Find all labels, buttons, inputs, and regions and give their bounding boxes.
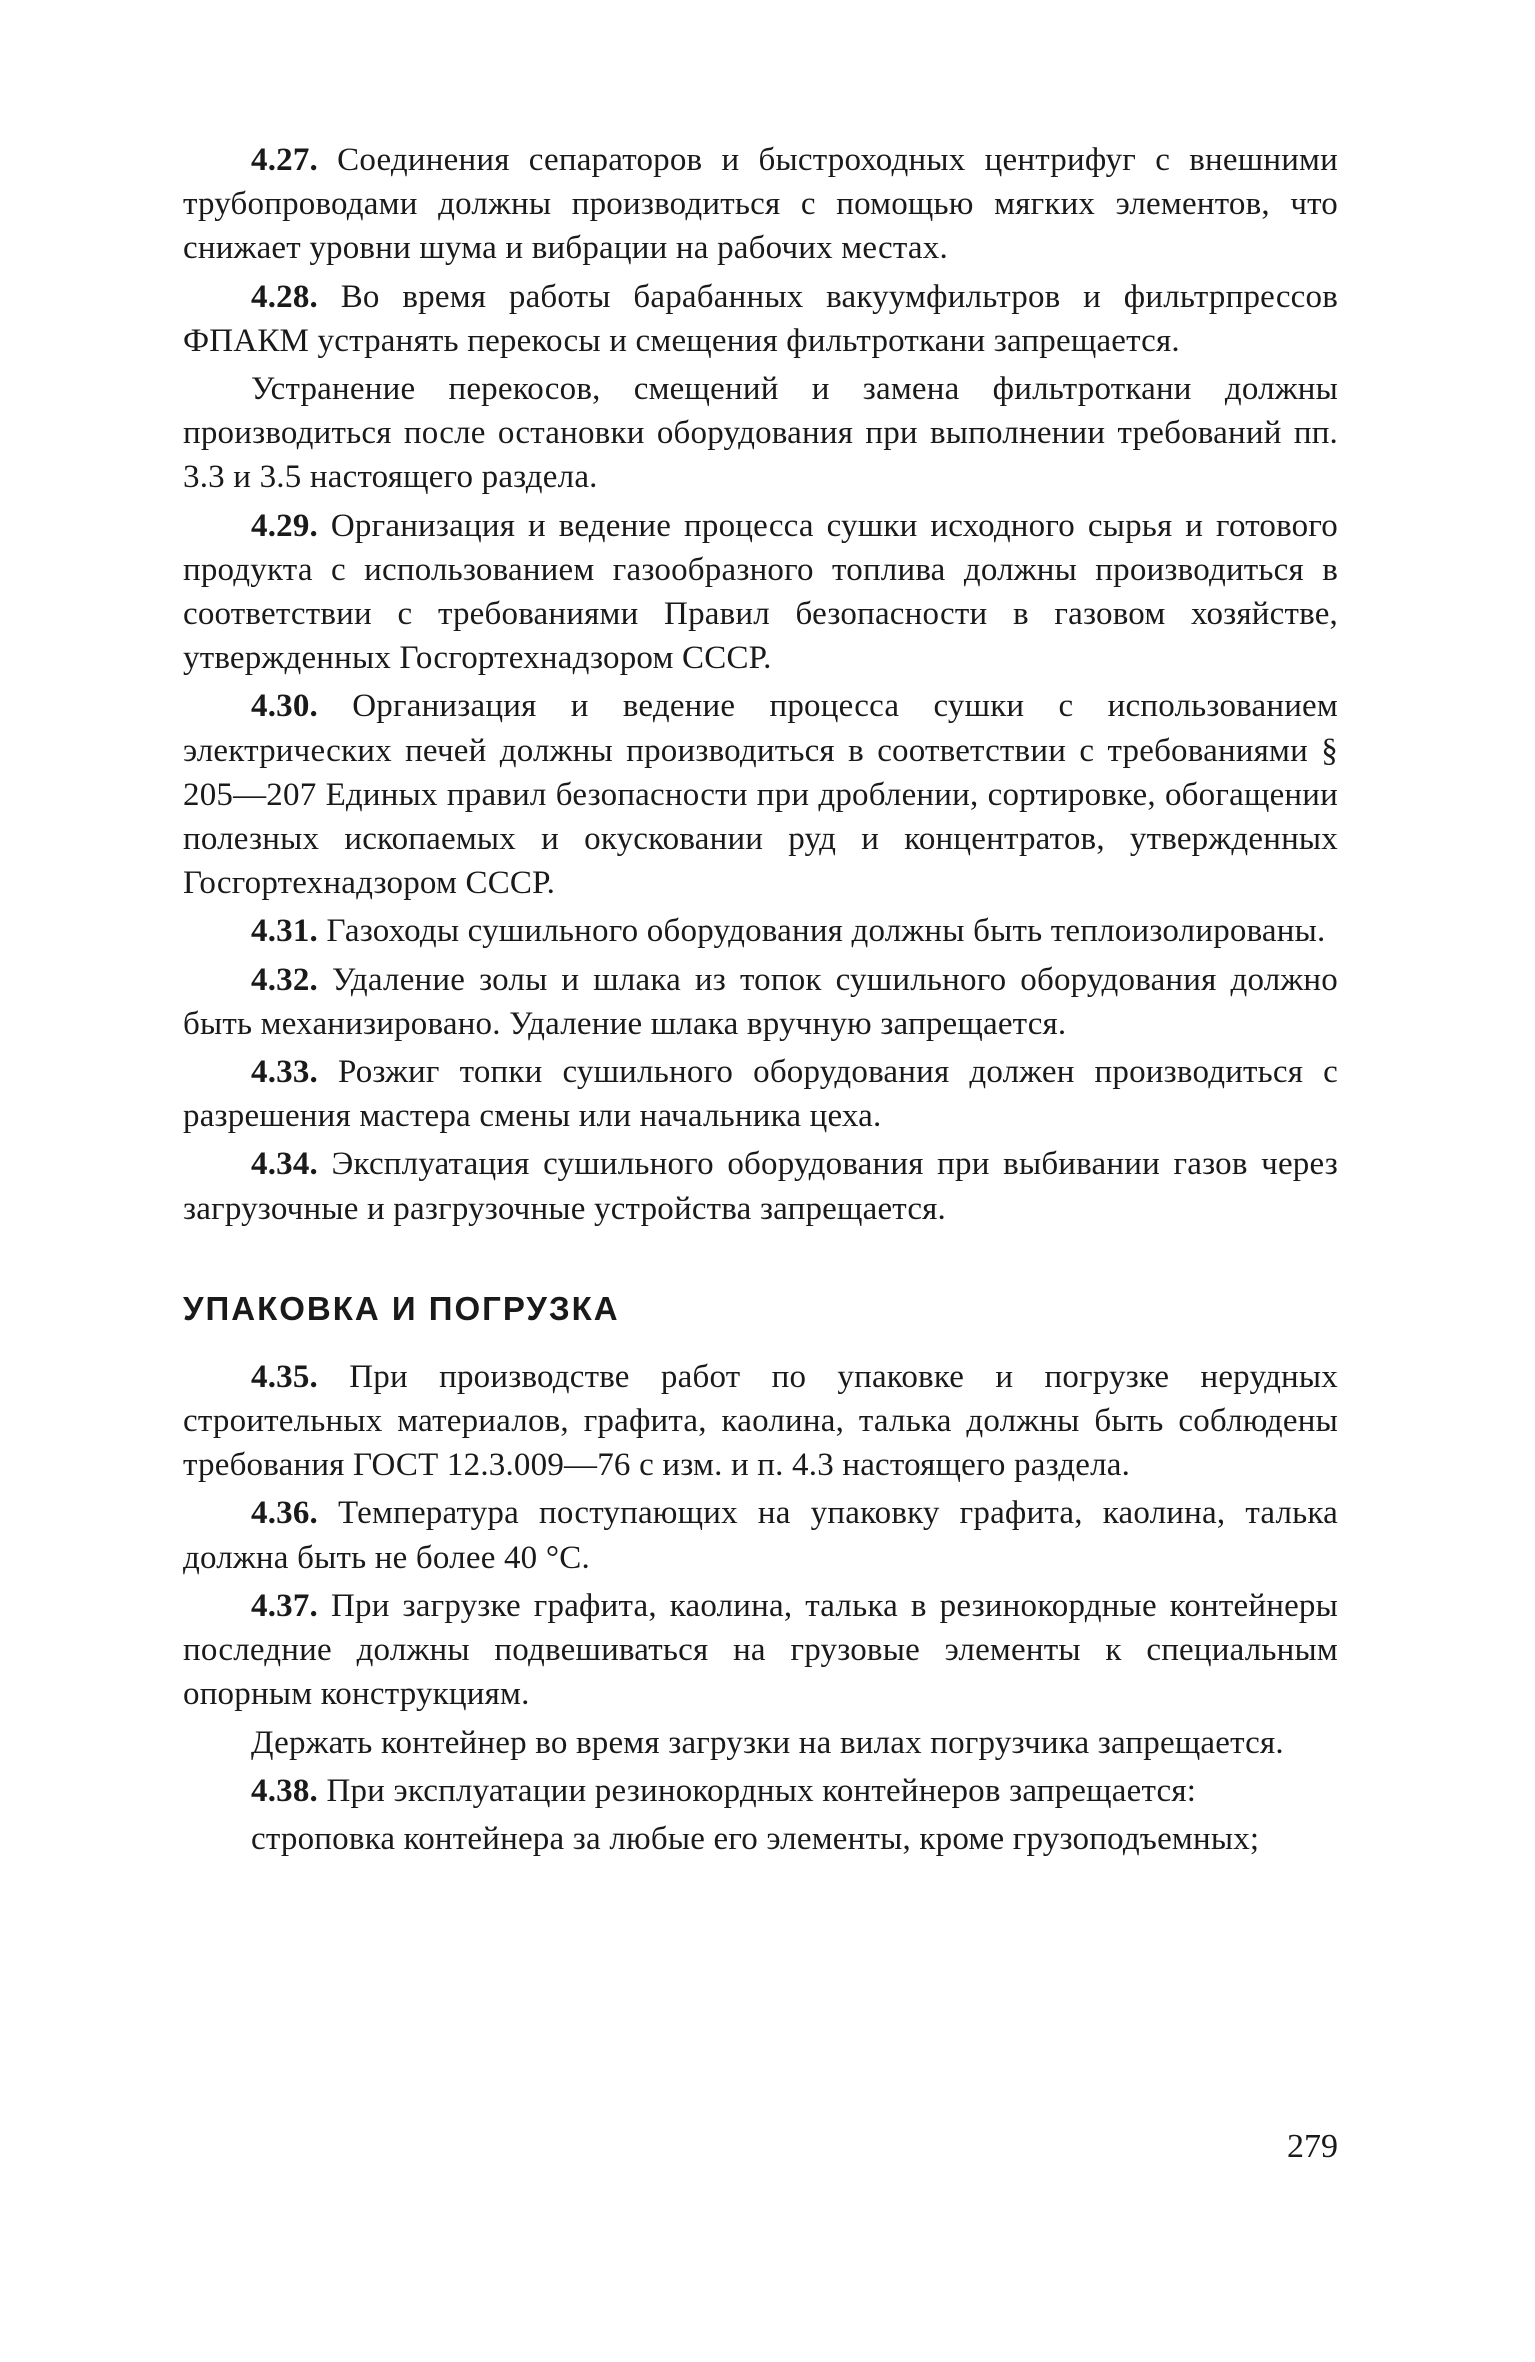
paragraph-4-32 (183, 958, 1338, 1046)
paragraph-4-28 (183, 275, 1338, 363)
paragraph-number: 4.38. (251, 1772, 318, 1809)
paragraph-text: Организация и ведение процесса сушки с использованием электрических печей должны производиться в соответствии с требованиями § 205—207 Единых правил безопасности при дроблении, сортировке, обогащении полезных ископаемых и окусковании руд и концентратов, утвержденных Госгортехнадзором СССР. (183, 688, 1338, 902)
paragraph-number: 4.29. (251, 507, 318, 544)
paragraph-4-33 (183, 1050, 1338, 1138)
paragraph-number: 4.35. (251, 1358, 318, 1395)
paragraph-text: Организация и ведение процесса сушки исходного сырья и готового продукта с использованием газообразного топлива должны производиться в соответствии с требованиями Правил безопасности в газовом хозяйстве, утвержденных Госгортехнадзором СССР. (183, 507, 1338, 677)
paragraph-text: Удаление золы и шлака из топок сушильного оборудования должно быть механизировано. Удаление шлака вручную запрещается. (183, 961, 1338, 1042)
paragraph-text: При загрузке графита, каолина, талька в резинокордные контейнеры последние должны подвешиваться на грузовые элементы к специальным опорным конструкциям. (183, 1587, 1338, 1713)
paragraph-4-36 (183, 1491, 1338, 1579)
section-drying-paragraphs (183, 138, 1338, 1231)
paragraph-text: Эксплуатация сушильного оборудования при выбивании газов через загрузочные и разгрузочные устройства запрещается. (183, 1146, 1338, 1227)
paragraph-4-29 (183, 504, 1338, 681)
section-heading: УПАКОВКА И ПОГРУЗКА (183, 1289, 620, 1327)
paragraph-number: 4.27. (251, 142, 318, 178)
paragraph-number: 4.30. (251, 688, 318, 725)
section-packing-paragraphs (183, 1355, 1338, 1861)
paragraph-text: Соединения сепараторов и быстроходных центрифуг с внешними трубопроводами должны производиться с помощью мягких элементов, что снижает уровни шума и вибрации на рабочих местах. (183, 142, 1338, 267)
paragraph-text: Во время работы барабанных вакуумфильтров и фильтрпрессов ФПАКМ устранять перекосы и смещения фильтроткани запрещается. (183, 278, 1338, 359)
paragraph-4-27 (183, 138, 1338, 271)
paragraph-text: При производстве работ по упаковке и погрузке нерудных строительных материалов, графита, каолина, талька должны быть соблюдены требования ГОСТ 12.3.009—76 с изм. и п. 4.3 настоящего раздела. (183, 1358, 1338, 1484)
paragraph-4-37 (183, 1584, 1338, 1717)
paragraph-number: 4.36. (251, 1495, 318, 1532)
paragraph-text: Температура поступающих на упаковку графита, каолина, талька должна быть не более 40 °С. (183, 1495, 1338, 1576)
paragraph-text: Держать контейнер во время загрузки на вилах погрузчика запрещается. (251, 1724, 1284, 1761)
paragraph-4-35 (183, 1355, 1338, 1488)
page-number: 279 (1287, 2128, 1338, 2165)
paragraph-number: 4.33. (251, 1054, 318, 1091)
paragraph-text: При эксплуатации резинокордных контейнеров запрещается: (318, 1772, 1197, 1809)
paragraph-text: Газоходы сушильного оборудования должны быть теплоизолированы. (318, 913, 1326, 950)
paragraph-4-38 (183, 1769, 1338, 1813)
paragraph-text: Устранение перекосов, смещений и замена фильтроткани должны производиться после остановки оборудования при выполнении требований пп. 3.3 и 3.5 настоящего раздела. (183, 371, 1338, 496)
paragraph-number: 4.31. (251, 913, 318, 950)
paragraph-4-38-list-item (183, 1817, 1338, 1861)
paragraph-number: 4.37. (251, 1587, 318, 1624)
paragraph-4-34 (183, 1142, 1338, 1230)
paragraph-4-30 (183, 684, 1338, 905)
paragraph-4-37-continued (183, 1721, 1338, 1765)
paragraph-text: строповка контейнера за любые его элементы, кроме грузоподъемных; (251, 1820, 1260, 1857)
paragraph-4-31 (183, 909, 1338, 953)
paragraph-4-28-continued (183, 367, 1338, 500)
paragraph-number: 4.34. (251, 1146, 318, 1183)
paragraph-text: Розжиг топки сушильного оборудования должен производиться с разрешения мастера смены или начальника цеха. (183, 1054, 1338, 1135)
paragraph-number: 4.28. (251, 278, 318, 315)
document-page (183, 138, 1338, 1865)
paragraph-number: 4.32. (251, 961, 318, 998)
